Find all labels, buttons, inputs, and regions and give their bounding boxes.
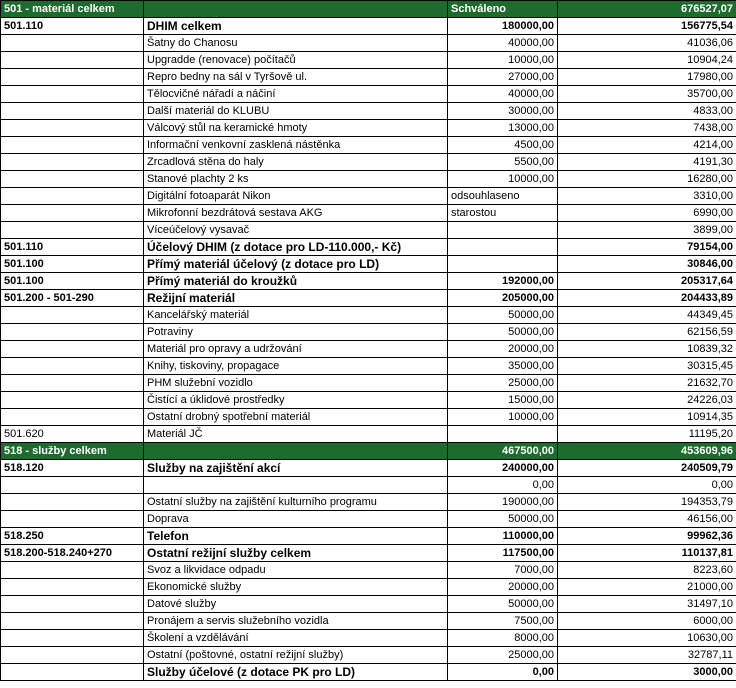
actual-amount-cell: 79154,00: [558, 239, 736, 256]
table-row: [1, 647, 736, 664]
account-code-cell: [1, 69, 144, 86]
item-name-cell: Telefon: [144, 528, 448, 545]
group-total-row: [1, 460, 736, 477]
table-row: [1, 188, 736, 205]
account-code-cell: [1, 154, 144, 171]
actual-amount-cell: 194353,79: [558, 494, 736, 511]
account-code-cell: [1, 647, 144, 664]
account-code-cell: [1, 511, 144, 528]
approved-amount-cell: 10000,00: [448, 409, 558, 426]
account-code-cell: 501.110: [1, 18, 144, 35]
approved-amount-cell: 192000,00: [448, 273, 558, 290]
account-code-cell: 518.200-518.240+270: [1, 545, 144, 562]
actual-amount-cell: 8223,60: [558, 562, 736, 579]
item-name-cell: Materiál JČ: [144, 426, 448, 443]
item-name-cell: PHM služební vozidlo: [144, 375, 448, 392]
section-header-row: [1, 1, 736, 18]
table-row: [1, 35, 736, 52]
approved-amount-cell: 50000,00: [448, 511, 558, 528]
approved-amount-cell: 4500,00: [448, 137, 558, 154]
item-name-cell: Čistící a úklidové prostředky: [144, 392, 448, 409]
table-row: [1, 511, 736, 528]
table-row: [1, 596, 736, 613]
table-row: [1, 494, 736, 511]
actual-amount-cell: 31497,10: [558, 596, 736, 613]
item-name-cell: Ekonomické služby: [144, 579, 448, 596]
account-code-cell: [1, 477, 144, 494]
actual-amount-cell: 453609,96: [558, 443, 736, 460]
account-code-cell: 501.620: [1, 426, 144, 443]
approved-amount-cell: 30000,00: [448, 103, 558, 120]
actual-amount-cell: 10914,35: [558, 409, 736, 426]
account-code-cell: [1, 664, 144, 681]
table-row: [1, 52, 736, 69]
item-name-cell: Datové služby: [144, 596, 448, 613]
group-total-row: [1, 256, 736, 273]
account-code-cell: [1, 188, 144, 205]
actual-amount-cell: 30315,45: [558, 358, 736, 375]
table-row: [1, 426, 736, 443]
approved-amount-cell: 13000,00: [448, 120, 558, 137]
actual-amount-cell: 17980,00: [558, 69, 736, 86]
table-row: [1, 324, 736, 341]
actual-amount-cell: 46156,00: [558, 511, 736, 528]
item-name-cell: Potraviny: [144, 324, 448, 341]
section-header-row: [1, 443, 736, 460]
actual-amount-cell: 6000,00: [558, 613, 736, 630]
approved-amount-cell: 467500,00: [448, 443, 558, 460]
item-name-cell: Informační venkovní zasklená nástěnka: [144, 137, 448, 154]
actual-amount-cell: 4214,00: [558, 137, 736, 154]
approved-amount-cell: Schváleno: [448, 1, 558, 18]
item-name-cell: Válcový stůl na keramické hmoty: [144, 120, 448, 137]
item-name-cell: Ostatní (poštovné, ostatní režijní služby): [144, 647, 448, 664]
approved-amount-cell: 20000,00: [448, 579, 558, 596]
actual-amount-cell: 204433,89: [558, 290, 736, 307]
actual-amount-cell: 10839,32: [558, 341, 736, 358]
item-name-cell: Ostatní drobný spotřební materiál: [144, 409, 448, 426]
approved-amount-cell: 40000,00: [448, 86, 558, 103]
actual-amount-cell: 10904,24: [558, 52, 736, 69]
item-name-cell: Materiál pro opravy a udržování: [144, 341, 448, 358]
account-code-cell: [1, 324, 144, 341]
approved-amount-cell: 20000,00: [448, 341, 558, 358]
table-row: [1, 613, 736, 630]
item-name-cell: Služby na zajištění akcí: [144, 460, 448, 477]
item-name-cell: Režijní materiál: [144, 290, 448, 307]
table-row: [1, 358, 736, 375]
account-code-cell: [1, 205, 144, 222]
approved-amount-cell: 25000,00: [448, 647, 558, 664]
actual-amount-cell: 10630,00: [558, 630, 736, 647]
item-name-cell: Zrcadlová stěna do haly: [144, 154, 448, 171]
account-code-cell: 518.120: [1, 460, 144, 477]
actual-amount-cell: 44349,45: [558, 307, 736, 324]
account-code-cell: [1, 137, 144, 154]
approved-amount-cell: 35000,00: [448, 358, 558, 375]
item-name-cell: Víceúčelový vysavač: [144, 222, 448, 239]
table-row: [1, 630, 736, 647]
budget-table-body: [1, 1, 736, 681]
approved-amount-cell: 40000,00: [448, 35, 558, 52]
table-row: [1, 562, 736, 579]
account-code-cell: [1, 579, 144, 596]
group-total-row: [1, 290, 736, 307]
approved-amount-cell: 5500,00: [448, 154, 558, 171]
actual-amount-cell: 7438,00: [558, 120, 736, 137]
table-row: [1, 375, 736, 392]
account-code-cell: [1, 596, 144, 613]
actual-amount-cell: 30846,00: [558, 256, 736, 273]
approved-amount-cell: [448, 222, 558, 239]
approved-amount-cell: 7500,00: [448, 613, 558, 630]
approved-amount-cell: 50000,00: [448, 307, 558, 324]
account-code-cell: [1, 307, 144, 324]
table-row: [1, 69, 736, 86]
approved-amount-cell: starostou: [448, 205, 558, 222]
item-name-cell: [144, 1, 448, 18]
item-name-cell: Tělocvičné nářadí a náčiní: [144, 86, 448, 103]
item-name-cell: Ostatní režijní služby celkem: [144, 545, 448, 562]
account-code-cell: [1, 86, 144, 103]
item-name-cell: Knihy, tiskoviny, propagace: [144, 358, 448, 375]
approved-amount-cell: 50000,00: [448, 596, 558, 613]
actual-amount-cell: 16280,00: [558, 171, 736, 188]
account-code-cell: 501.110: [1, 239, 144, 256]
approved-amount-cell: 0,00: [448, 477, 558, 494]
table-row: [1, 222, 736, 239]
account-code-cell: [1, 613, 144, 630]
actual-amount-cell: 110137,81: [558, 545, 736, 562]
table-row: [1, 477, 736, 494]
table-row: [1, 137, 736, 154]
approved-amount-cell: 7000,00: [448, 562, 558, 579]
actual-amount-cell: 240509,79: [558, 460, 736, 477]
account-code-cell: 501.100: [1, 256, 144, 273]
approved-amount-cell: 8000,00: [448, 630, 558, 647]
table-row: [1, 307, 736, 324]
approved-amount-cell: [448, 256, 558, 273]
item-name-cell: Šatny do Chanosu: [144, 35, 448, 52]
item-name-cell: Služby účelové (z dotace PK pro LD): [144, 664, 448, 681]
item-name-cell: Digitální fotoaparát Nikon: [144, 188, 448, 205]
actual-amount-cell: 21632,70: [558, 375, 736, 392]
actual-amount-cell: 156775,54: [558, 18, 736, 35]
table-row: [1, 171, 736, 188]
table-row: [1, 120, 736, 137]
item-name-cell: Další materiál do KLUBU: [144, 103, 448, 120]
account-code-cell: [1, 341, 144, 358]
group-total-row: [1, 273, 736, 290]
actual-amount-cell: 41036,06: [558, 35, 736, 52]
actual-amount-cell: 205317,64: [558, 273, 736, 290]
item-name-cell: Stanové plachty 2 ks: [144, 171, 448, 188]
account-code-cell: 518.250: [1, 528, 144, 545]
approved-amount-cell: 117500,00: [448, 545, 558, 562]
group-total-row: [1, 545, 736, 562]
table-row: [1, 341, 736, 358]
group-total-row: [1, 18, 736, 35]
approved-amount-cell: 10000,00: [448, 52, 558, 69]
actual-amount-cell: 62156,59: [558, 324, 736, 341]
item-name-cell: [144, 477, 448, 494]
item-name-cell: Doprava: [144, 511, 448, 528]
account-code-cell: [1, 392, 144, 409]
account-code-cell: [1, 35, 144, 52]
approved-amount-cell: 15000,00: [448, 392, 558, 409]
actual-amount-cell: 21000,00: [558, 579, 736, 596]
actual-amount-cell: 676527,07: [558, 1, 736, 18]
item-name-cell: Účelový DHIM (z dotace pro LD-110.000,- Kč): [144, 239, 448, 256]
table-row: [1, 86, 736, 103]
approved-amount-cell: 27000,00: [448, 69, 558, 86]
account-code-cell: [1, 494, 144, 511]
account-code-cell: 501.200 - 501-290: [1, 290, 144, 307]
account-code-cell: [1, 409, 144, 426]
item-name-cell: Upgradde (renovace) počítačů: [144, 52, 448, 69]
approved-amount-cell: 10000,00: [448, 171, 558, 188]
account-code-cell: [1, 375, 144, 392]
account-code-cell: [1, 52, 144, 69]
item-name-cell: Přímý materiál do kroužků: [144, 273, 448, 290]
item-name-cell: Kancelářský materiál: [144, 307, 448, 324]
item-name-cell: Svoz a likvidace odpadu: [144, 562, 448, 579]
account-code-cell: [1, 103, 144, 120]
approved-amount-cell: [448, 239, 558, 256]
actual-amount-cell: 4191,30: [558, 154, 736, 171]
item-name-cell: Přímý materiál účelový (z dotace pro LD): [144, 256, 448, 273]
group-total-row: [1, 528, 736, 545]
actual-amount-cell: 3310,00: [558, 188, 736, 205]
table-row: [1, 579, 736, 596]
account-code-cell: [1, 358, 144, 375]
item-name-cell: Ostatní služby na zajištění kulturního programu: [144, 494, 448, 511]
item-name-cell: Pronájem a servis služebního vozidla: [144, 613, 448, 630]
table-row: [1, 103, 736, 120]
approved-amount-cell: [448, 426, 558, 443]
approved-amount-cell: 110000,00: [448, 528, 558, 545]
account-code-cell: [1, 630, 144, 647]
account-code-cell: 501.100: [1, 273, 144, 290]
table-row: [1, 154, 736, 171]
item-name-cell: Mikrofonní bezdrátová sestava AKG: [144, 205, 448, 222]
actual-amount-cell: 24226,03: [558, 392, 736, 409]
group-total-row: [1, 239, 736, 256]
approved-amount-cell: 205000,00: [448, 290, 558, 307]
approved-amount-cell: 240000,00: [448, 460, 558, 477]
approved-amount-cell: 190000,00: [448, 494, 558, 511]
approved-amount-cell: odsouhlaseno: [448, 188, 558, 205]
item-name-cell: Repro bedny na sál v Tyršově ul.: [144, 69, 448, 86]
actual-amount-cell: 3000,00: [558, 664, 736, 681]
account-code-cell: [1, 222, 144, 239]
table-row: [1, 409, 736, 426]
actual-amount-cell: 0,00: [558, 477, 736, 494]
actual-amount-cell: 3899,00: [558, 222, 736, 239]
approved-amount-cell: 0,00: [448, 664, 558, 681]
item-name-cell: [144, 443, 448, 460]
account-code-cell: 518 - služby celkem: [1, 443, 144, 460]
item-name-cell: DHIM celkem: [144, 18, 448, 35]
actual-amount-cell: 32787,11: [558, 647, 736, 664]
approved-amount-cell: 50000,00: [448, 324, 558, 341]
group-total-row: [1, 664, 736, 681]
approved-amount-cell: 180000,00: [448, 18, 558, 35]
actual-amount-cell: 6990,00: [558, 205, 736, 222]
table-row: [1, 392, 736, 409]
item-name-cell: Školení a vzdělávání: [144, 630, 448, 647]
actual-amount-cell: 11195,20: [558, 426, 736, 443]
account-code-cell: [1, 120, 144, 137]
approved-amount-cell: 25000,00: [448, 375, 558, 392]
actual-amount-cell: 4833,00: [558, 103, 736, 120]
actual-amount-cell: 35700,00: [558, 86, 736, 103]
account-code-cell: 501 - materiál celkem: [1, 1, 144, 18]
account-code-cell: [1, 562, 144, 579]
table-row: [1, 205, 736, 222]
actual-amount-cell: 99962,36: [558, 528, 736, 545]
account-code-cell: [1, 171, 144, 188]
